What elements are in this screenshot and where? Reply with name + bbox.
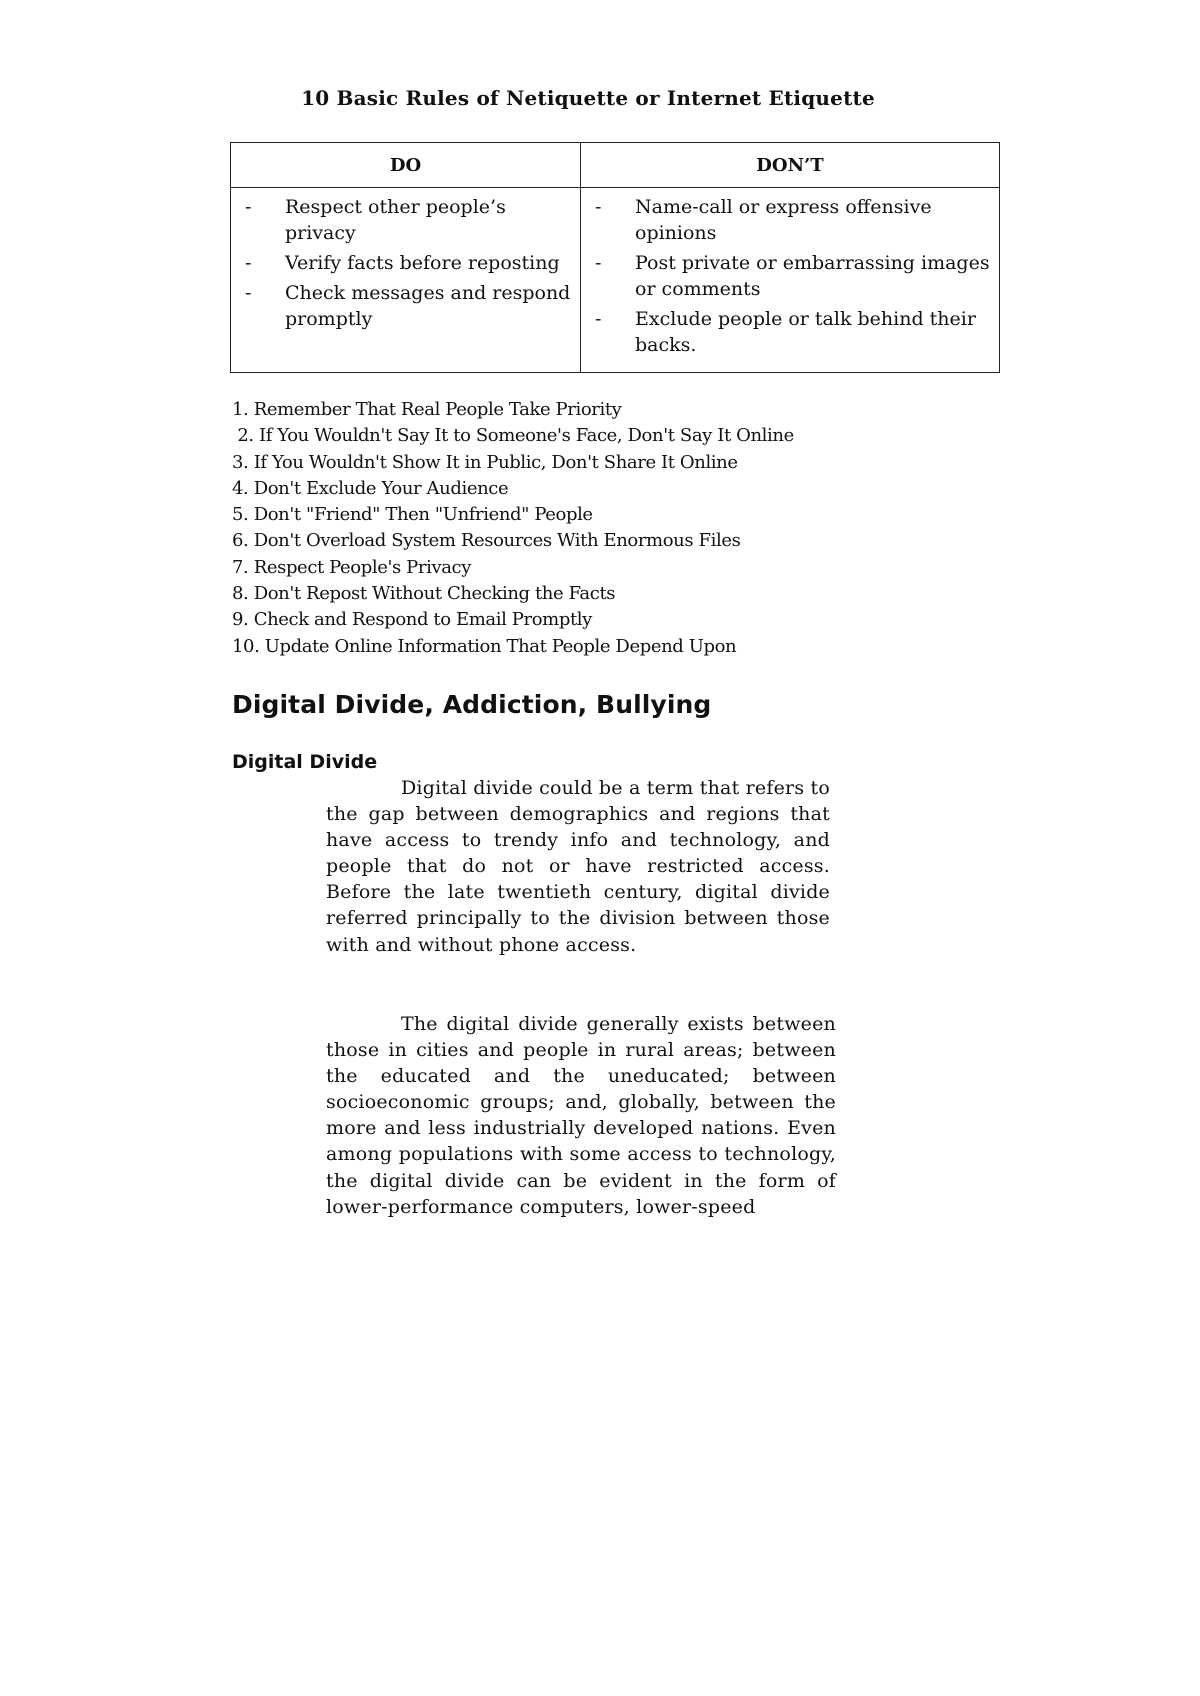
do-dont-table (230, 142, 1000, 373)
dont-cell (581, 188, 1000, 373)
list-item (245, 194, 572, 246)
list-item: 4. Don't Exclude Your Audience (232, 477, 509, 499)
dont-list (595, 194, 991, 358)
list-item (245, 280, 572, 332)
dash-marker: - (245, 196, 252, 218)
paragraph: Digital divide could be a term that refers to the gap between demographics and regions that have access to trendy info and technology, and people that do not or have restricted access. Before the late twentieth century, digital divide referred principally to the division between those with and without phone access. (326, 777, 830, 956)
section-heading: Digital Divide, Addiction, Bullying (232, 690, 712, 719)
list-item (595, 194, 991, 246)
netiquette-rules-list (232, 397, 794, 660)
dont-item-text: Exclude people or talk behind their backs. (635, 308, 976, 356)
list-item: 7. Respect People's Privacy (232, 556, 472, 578)
do-item-text: Respect other people’s privacy (285, 196, 506, 244)
dash-marker: - (245, 282, 252, 304)
list-item: 5. Don't "Friend" Then "Unfriend" People (232, 504, 593, 526)
list-item: 1. Remember That Real People Take Priority (232, 399, 622, 420)
dash-marker: - (595, 196, 602, 218)
do-list (245, 194, 572, 332)
list-item (595, 250, 991, 302)
list-item: 8. Don't Repost Without Checking the Facts (232, 583, 616, 605)
list-item (245, 250, 572, 276)
paragraph: The digital divide generally exists between those in cities and people in rural areas; between the educated and the uneducated; between socioeconomic groups; and, globally, between the more and less industrially developed nations. Even among populations with some access to technology, the digital divide can be evident in the form of lower-performance computers, lower-speed (326, 1013, 836, 1218)
dont-item-text: Name-call or express offensive opinions (635, 196, 932, 244)
list-item (595, 306, 991, 358)
table-header-row (231, 143, 1000, 188)
list-item: 2. If You Wouldn't Say It to Someone's Face, Don't Say It Online (232, 425, 794, 447)
list-item: 3. If You Wouldn't Show It in Public, Don't Share It Online (232, 451, 738, 473)
sub-heading: Digital Divide (232, 751, 378, 773)
document-title: 10 Basic Rules of Netiquette or Internet Etiquette (301, 86, 875, 110)
list-item: 9. Check and Respond to Email Promptly (232, 609, 592, 631)
dash-marker: - (595, 308, 602, 330)
list-item: 10. Update Online Information That People Depend Upon (232, 635, 737, 657)
dash-marker: - (245, 252, 252, 274)
list-item: 6. Don't Overload System Resources With Enormous Files (232, 530, 741, 552)
do-item-text: Verify facts before reposting (285, 252, 560, 274)
do-column-header: DO (231, 143, 581, 188)
dont-column-header: DON’T (581, 143, 1000, 188)
table-row (231, 188, 1000, 373)
dont-item-text: Post private or embarrassing images or comments (635, 252, 990, 300)
dash-marker: - (595, 252, 602, 274)
do-item-text: Check messages and respond promptly (285, 282, 571, 330)
do-cell (231, 188, 581, 373)
